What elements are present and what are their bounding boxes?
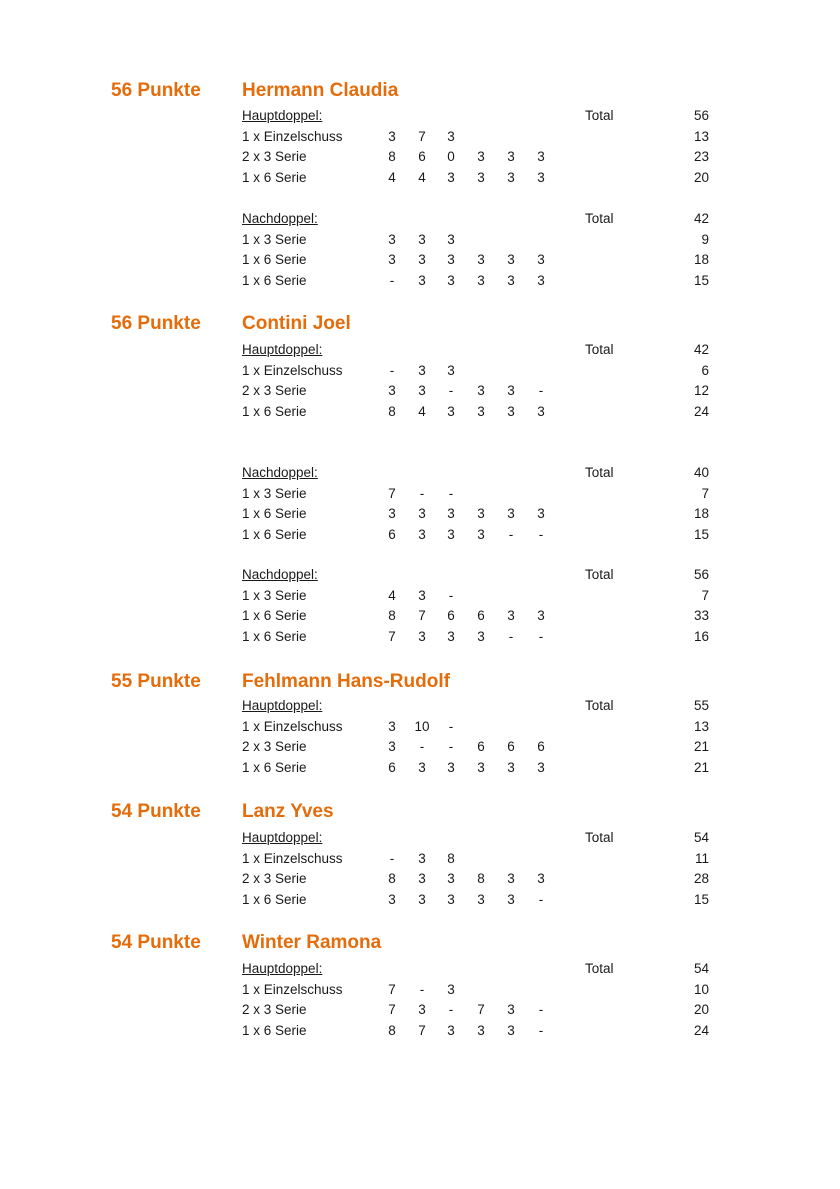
- shot-value: 3: [477, 759, 485, 775]
- block-total: 54: [693, 961, 709, 976]
- shot-value: 3: [388, 718, 396, 734]
- row-total: 9: [701, 231, 709, 247]
- score-row: [0, 381, 840, 401]
- shot-value: 3: [418, 759, 426, 775]
- shot-value: 3: [477, 169, 485, 185]
- score-row: [0, 980, 840, 1000]
- row-total: 24: [693, 1022, 709, 1038]
- shot-value: 3: [477, 149, 485, 164]
- score-row: [0, 271, 840, 291]
- shot-value: 3: [507, 149, 515, 164]
- shot-value: -: [448, 587, 454, 603]
- shot-value: 8: [447, 850, 455, 866]
- shot-value: 7: [418, 1022, 426, 1038]
- shot-value: 3: [507, 506, 515, 521]
- shot-value: 3: [447, 981, 455, 997]
- row-label: 2 x 3 Serie: [242, 383, 307, 398]
- shot-value: 3: [477, 891, 485, 907]
- block-header-row: [0, 106, 840, 126]
- row-label: 1 x Einzelschuss: [242, 981, 343, 997]
- block-total: 42: [693, 211, 709, 226]
- row-total: 11: [694, 850, 709, 866]
- shot-value: -: [419, 485, 425, 501]
- row-label: 1 x 6 Serie: [242, 252, 307, 267]
- total-label: Total: [585, 961, 614, 976]
- shot-value: 3: [447, 231, 455, 247]
- shot-value: 3: [507, 759, 515, 775]
- row-total: 13: [693, 718, 709, 734]
- shot-value: 6: [388, 759, 396, 775]
- shot-value: 3: [477, 628, 485, 644]
- shot-value: 3: [477, 252, 485, 267]
- score-row: [0, 147, 840, 167]
- player-name: Contini Joel: [242, 313, 351, 334]
- shot-value: -: [448, 383, 454, 398]
- shot-value: -: [538, 1002, 544, 1017]
- score-row: [0, 890, 840, 910]
- row-label: 2 x 3 Serie: [242, 871, 307, 886]
- shot-value: 3: [447, 506, 455, 521]
- shot-value: -: [508, 526, 514, 542]
- shot-value: 3: [418, 871, 426, 886]
- shot-value: 8: [388, 403, 396, 419]
- shot-value: 3: [418, 383, 426, 398]
- shot-value: 4: [388, 587, 396, 603]
- player-points: 54 Punkte: [111, 932, 201, 953]
- shot-value: 3: [507, 383, 515, 398]
- block-total: 54: [693, 830, 709, 845]
- score-row: [0, 484, 840, 504]
- score-row: [0, 606, 840, 626]
- row-label: 1 x Einzelschuss: [242, 362, 343, 378]
- shot-value: 3: [388, 891, 396, 907]
- block-header-row: [0, 209, 840, 229]
- row-label: 1 x Einzelschuss: [242, 128, 343, 144]
- shot-value: 3: [388, 383, 396, 398]
- shot-value: 7: [388, 628, 396, 644]
- shot-value: 3: [477, 526, 485, 542]
- row-label: 1 x Einzelschuss: [242, 718, 343, 734]
- shot-value: 3: [447, 526, 455, 542]
- shot-value: -: [389, 362, 395, 378]
- row-total: 18: [693, 252, 709, 267]
- shot-value: 3: [507, 1002, 515, 1017]
- shot-value: 3: [447, 272, 455, 288]
- shot-value: -: [389, 850, 395, 866]
- shot-value: 3: [447, 891, 455, 907]
- row-total: 15: [693, 272, 709, 288]
- shot-value: 3: [537, 272, 545, 288]
- shot-value: -: [538, 891, 544, 907]
- score-row: [0, 849, 840, 869]
- block-title: Hauptdoppel:: [242, 698, 323, 713]
- row-total: 10: [693, 981, 709, 997]
- row-total: 13: [693, 128, 709, 144]
- row-total: 15: [693, 891, 709, 907]
- shot-value: 3: [418, 1002, 426, 1017]
- shot-value: 3: [447, 252, 455, 267]
- shot-value: 4: [418, 403, 426, 419]
- shot-value: 7: [418, 128, 426, 144]
- block-total: 40: [693, 465, 709, 480]
- row-total: 24: [693, 403, 709, 419]
- shot-value: 3: [537, 759, 545, 775]
- shot-value: 3: [537, 506, 545, 521]
- player-points: 54 Punkte: [111, 801, 201, 822]
- player-name: Hermann Claudia: [242, 80, 399, 101]
- row-total: 28: [693, 871, 709, 886]
- shot-value: 3: [477, 383, 485, 398]
- shot-value: 3: [477, 1022, 485, 1038]
- player-points: 55 Punkte: [111, 671, 201, 692]
- player-name: Winter Ramona: [242, 932, 382, 953]
- shot-value: 3: [537, 871, 545, 886]
- score-row: [0, 525, 840, 545]
- shot-value: 3: [418, 252, 426, 267]
- block-header-row: [0, 696, 840, 716]
- shot-value: 3: [418, 850, 426, 866]
- score-row: [0, 361, 840, 381]
- shot-value: 3: [507, 871, 515, 886]
- shot-value: 6: [477, 608, 485, 623]
- shot-value: 3: [537, 149, 545, 164]
- score-row: [0, 869, 840, 889]
- shot-value: 3: [507, 608, 515, 623]
- shot-value: -: [389, 272, 395, 288]
- row-total: 12: [693, 383, 709, 398]
- shot-value: 3: [477, 272, 485, 288]
- score-row: [0, 1021, 840, 1041]
- shot-value: 3: [388, 506, 396, 521]
- row-label: 1 x 3 Serie: [242, 587, 307, 603]
- shot-value: -: [538, 628, 544, 644]
- shot-value: 3: [537, 169, 545, 185]
- score-row: [0, 586, 840, 606]
- shot-value: 3: [388, 252, 396, 267]
- row-label: 1 x 6 Serie: [242, 891, 307, 907]
- score-row: [0, 127, 840, 147]
- total-label: Total: [585, 567, 614, 582]
- block-title: Nachdoppel:: [242, 465, 318, 480]
- shot-value: 3: [418, 362, 426, 378]
- score-row: [0, 250, 840, 270]
- shot-value: 3: [418, 587, 426, 603]
- row-label: 1 x 3 Serie: [242, 485, 307, 501]
- block-title: Nachdoppel:: [242, 567, 318, 582]
- row-label: 1 x 6 Serie: [242, 169, 307, 185]
- row-total: 7: [701, 485, 709, 501]
- shot-value: 3: [447, 759, 455, 775]
- block-total: 56: [693, 108, 709, 123]
- row-label: 1 x 6 Serie: [242, 608, 307, 623]
- shot-value: 3: [537, 403, 545, 419]
- shot-value: 6: [418, 149, 426, 164]
- row-label: 1 x 6 Serie: [242, 628, 307, 644]
- row-total: 15: [693, 526, 709, 542]
- score-row: [0, 717, 840, 737]
- shot-value: 3: [418, 891, 426, 907]
- total-label: Total: [585, 698, 614, 713]
- shot-value: 3: [507, 1022, 515, 1038]
- score-row: [0, 168, 840, 188]
- shot-value: 3: [477, 506, 485, 521]
- shot-value: 7: [418, 608, 426, 623]
- total-label: Total: [585, 211, 614, 226]
- row-total: 20: [693, 169, 709, 185]
- score-row: [0, 627, 840, 647]
- block-total: 42: [693, 342, 709, 357]
- row-total: 7: [701, 587, 709, 603]
- shot-value: -: [538, 1022, 544, 1038]
- shot-value: -: [419, 739, 425, 754]
- shot-value: 7: [388, 485, 396, 501]
- row-total: 21: [693, 739, 709, 754]
- shot-value: 8: [477, 871, 485, 886]
- shot-value: 8: [388, 871, 396, 886]
- shot-value: 3: [447, 1022, 455, 1038]
- total-label: Total: [585, 108, 614, 123]
- block-header-row: [0, 463, 840, 483]
- shot-value: 3: [507, 169, 515, 185]
- shot-value: 3: [507, 252, 515, 267]
- shot-value: 6: [447, 608, 455, 623]
- shot-value: 3: [388, 739, 396, 754]
- shot-value: 3: [477, 403, 485, 419]
- shot-value: 6: [477, 739, 485, 754]
- row-total: 21: [693, 759, 709, 775]
- shot-value: 7: [388, 981, 396, 997]
- shot-value: -: [538, 526, 544, 542]
- shot-value: 3: [418, 628, 426, 644]
- row-label: 1 x 3 Serie: [242, 231, 307, 247]
- row-label: 1 x Einzelschuss: [242, 850, 343, 866]
- block-title: Hauptdoppel:: [242, 961, 323, 976]
- shot-value: -: [448, 1002, 454, 1017]
- block-title: Hauptdoppel:: [242, 342, 323, 357]
- shot-value: 6: [388, 526, 396, 542]
- shot-value: 3: [537, 252, 545, 267]
- shot-value: -: [538, 383, 544, 398]
- player-name: Fehlmann Hans-Rudolf: [242, 671, 450, 692]
- shot-value: 3: [447, 169, 455, 185]
- block-title: Hauptdoppel:: [242, 108, 323, 123]
- row-label: 1 x 6 Serie: [242, 1022, 307, 1038]
- shot-value: 3: [447, 403, 455, 419]
- row-label: 1 x 6 Serie: [242, 403, 307, 419]
- row-label: 1 x 6 Serie: [242, 526, 307, 542]
- shot-value: 3: [418, 272, 426, 288]
- shot-value: 3: [447, 628, 455, 644]
- shot-value: 3: [507, 272, 515, 288]
- shot-value: 8: [388, 1022, 396, 1038]
- shot-value: 8: [388, 149, 396, 164]
- total-label: Total: [585, 830, 614, 845]
- shot-value: -: [448, 485, 454, 501]
- row-label: 1 x 6 Serie: [242, 506, 307, 521]
- shot-value: 3: [507, 403, 515, 419]
- block-title: Hauptdoppel:: [242, 830, 323, 845]
- total-label: Total: [585, 465, 614, 480]
- shot-value: 7: [477, 1002, 485, 1017]
- shot-value: 6: [537, 739, 545, 754]
- shot-value: -: [419, 981, 425, 997]
- shot-value: 0: [447, 149, 455, 164]
- block-header-row: [0, 340, 840, 360]
- score-row: [0, 737, 840, 757]
- shot-value: 3: [447, 128, 455, 144]
- row-total: 23: [693, 149, 709, 164]
- row-label: 1 x 6 Serie: [242, 759, 307, 775]
- shot-value: 3: [447, 871, 455, 886]
- score-row: [0, 230, 840, 250]
- shot-value: 7: [388, 1002, 396, 1017]
- block-total: 55: [693, 698, 709, 713]
- shot-value: -: [448, 739, 454, 754]
- player-points: 56 Punkte: [111, 313, 201, 334]
- row-total: 6: [701, 362, 709, 378]
- row-total: 18: [693, 506, 709, 521]
- score-row: [0, 402, 840, 422]
- row-label: 2 x 3 Serie: [242, 149, 307, 164]
- shot-value: 8: [388, 608, 396, 623]
- shot-value: 10: [414, 718, 430, 734]
- total-label: Total: [585, 342, 614, 357]
- shot-value: 3: [507, 891, 515, 907]
- block-total: 56: [693, 567, 709, 582]
- player-points: 56 Punkte: [111, 80, 201, 101]
- shot-value: -: [448, 718, 454, 734]
- row-total: 16: [693, 628, 709, 644]
- shot-value: 6: [507, 739, 515, 754]
- row-label: 1 x 6 Serie: [242, 272, 307, 288]
- shot-value: 4: [388, 169, 396, 185]
- block-header-row: [0, 565, 840, 585]
- score-row: [0, 1000, 840, 1020]
- shot-value: 4: [418, 169, 426, 185]
- score-row: [0, 504, 840, 524]
- row-label: 2 x 3 Serie: [242, 1002, 307, 1017]
- row-total: 33: [693, 608, 709, 623]
- shot-value: 3: [418, 526, 426, 542]
- shot-value: 3: [418, 231, 426, 247]
- block-header-row: [0, 959, 840, 979]
- row-label: 2 x 3 Serie: [242, 739, 307, 754]
- shot-value: 3: [388, 231, 396, 247]
- score-row: [0, 758, 840, 778]
- row-total: 20: [693, 1002, 709, 1017]
- block-title: Nachdoppel:: [242, 211, 318, 226]
- block-header-row: [0, 828, 840, 848]
- player-name: Lanz Yves: [242, 801, 334, 822]
- shot-value: 3: [418, 506, 426, 521]
- shot-value: 3: [388, 128, 396, 144]
- shot-value: 3: [447, 362, 455, 378]
- shot-value: 3: [537, 608, 545, 623]
- shot-value: -: [508, 628, 514, 644]
